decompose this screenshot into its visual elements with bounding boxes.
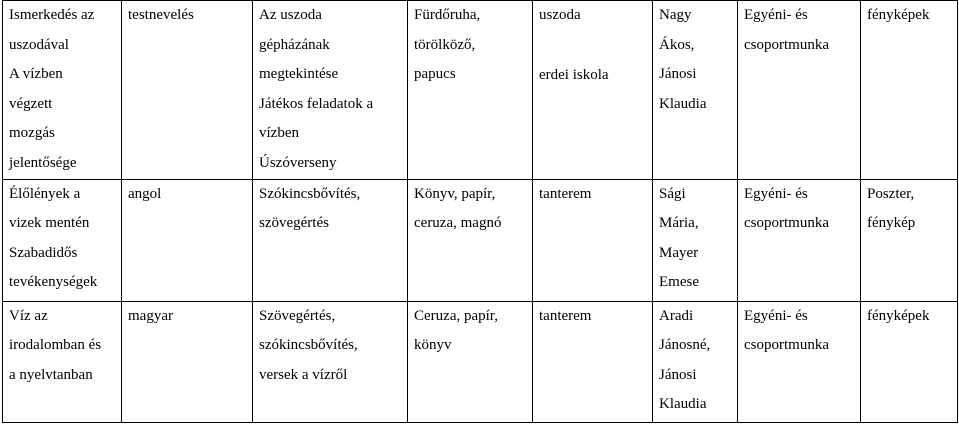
cell-line: tevékenységek bbox=[9, 274, 98, 291]
cell-teacher bbox=[653, 1, 738, 180]
activity-table bbox=[2, 0, 958, 423]
cell-line: Jánosné, bbox=[659, 337, 711, 354]
table-row bbox=[3, 301, 958, 422]
cell-line: Szabadidős bbox=[9, 244, 78, 261]
cell-tools bbox=[408, 1, 533, 180]
cell-method bbox=[738, 301, 861, 422]
cell-documentation bbox=[861, 179, 958, 301]
cell-line: Jánosi bbox=[659, 366, 697, 383]
cell-line: tanterem bbox=[539, 185, 592, 202]
cell-line: Aradi bbox=[659, 307, 694, 324]
cell-teacher bbox=[653, 179, 738, 301]
cell-line: jelentősége bbox=[9, 154, 77, 171]
cell-line: Poszter, bbox=[867, 185, 915, 202]
cell-line: vízben bbox=[259, 125, 299, 142]
table-body bbox=[3, 1, 958, 423]
cell-loc bbox=[533, 1, 653, 180]
cell-line: szókincsbővítés, bbox=[259, 337, 358, 354]
cell-line: a nyelvtanban bbox=[9, 366, 93, 383]
cell-tools bbox=[408, 179, 533, 301]
cell-line: szövegértés bbox=[259, 215, 329, 232]
cell-line: angol bbox=[128, 185, 162, 202]
cell-line: ceruza, magnó bbox=[414, 215, 502, 232]
cell-line: Klaudia bbox=[659, 95, 707, 112]
cell-line: Ismerkedés az bbox=[9, 7, 95, 23]
cell-line: Játékos feladatok a bbox=[259, 95, 374, 112]
cell-line: Fürdőruha, bbox=[414, 7, 481, 23]
cell-line: végzett bbox=[9, 95, 53, 112]
cell-line: erdei iskola bbox=[539, 66, 609, 83]
cell-line: csoportmunka bbox=[744, 337, 829, 354]
cell-line: Úszóverseny bbox=[259, 154, 337, 171]
cell-line: papucs bbox=[414, 66, 456, 83]
cell-line: uszoda bbox=[539, 7, 581, 23]
cell-line: versek a vízről bbox=[259, 366, 348, 383]
cell-line: Emese bbox=[659, 274, 699, 291]
cell-line: Egyéni- és bbox=[744, 7, 808, 23]
cell-line: fénykép bbox=[867, 215, 916, 232]
cell-loc bbox=[533, 179, 653, 301]
cell-line bbox=[539, 31, 652, 45]
cell-documentation bbox=[861, 1, 958, 180]
cell-line: Egyéni- és bbox=[744, 307, 808, 324]
cell-line: Nagy bbox=[659, 7, 692, 23]
cell-subject bbox=[122, 1, 253, 180]
cell-method bbox=[738, 1, 861, 180]
cell-line: Ákos, bbox=[659, 36, 695, 53]
cell-documentation bbox=[861, 301, 958, 422]
cell-line: Sági bbox=[659, 185, 686, 202]
cell-line: fényképek bbox=[867, 307, 930, 324]
cell-line: Víz az bbox=[9, 307, 48, 324]
table-row bbox=[3, 179, 958, 301]
cell-line: Ceruza, papír, bbox=[414, 307, 498, 324]
cell-line: Szókincsbővítés, bbox=[259, 185, 361, 202]
cell-line: gépházának bbox=[259, 36, 330, 53]
cell-activities bbox=[253, 179, 408, 301]
cell-topic bbox=[3, 1, 122, 180]
cell-subject bbox=[122, 179, 253, 301]
cell-line: Élőlények a bbox=[9, 185, 81, 202]
cell-activities bbox=[253, 301, 408, 422]
cell-line: könyv bbox=[414, 337, 452, 354]
cell-line: Jánosi bbox=[659, 66, 697, 83]
cell-subject bbox=[122, 301, 253, 422]
cell-line: csoportmunka bbox=[744, 36, 829, 53]
cell-line: A vízben bbox=[9, 66, 63, 83]
cell-line: irodalomban és bbox=[9, 337, 102, 354]
cell-method bbox=[738, 179, 861, 301]
cell-line: fényképek bbox=[867, 7, 930, 23]
cell-activities bbox=[253, 1, 408, 180]
cell-line: uszodával bbox=[9, 36, 69, 53]
cell-line: Könyv, papír, bbox=[414, 185, 496, 202]
cell-line: Egyéni- és bbox=[744, 185, 808, 202]
cell-topic bbox=[3, 301, 122, 422]
cell-line: megtekintése bbox=[259, 66, 339, 83]
cell-line: magyar bbox=[128, 307, 173, 324]
cell-line: mozgás bbox=[9, 125, 55, 142]
cell-loc bbox=[533, 301, 653, 422]
cell-topic bbox=[3, 179, 122, 301]
cell-line: vizek mentén bbox=[9, 215, 90, 232]
cell-line: testnevelés bbox=[128, 7, 194, 23]
cell-line: törölköző, bbox=[414, 36, 476, 53]
cell-line: Mária, bbox=[659, 215, 699, 232]
cell-tools bbox=[408, 301, 533, 422]
cell-line: Az uszoda bbox=[259, 7, 322, 23]
table-row bbox=[3, 1, 958, 180]
cell-line: tanterem bbox=[539, 307, 592, 324]
cell-line: Mayer bbox=[659, 244, 699, 261]
cell-teacher bbox=[653, 301, 738, 422]
cell-line: Klaudia bbox=[659, 396, 707, 413]
cell-line: csoportmunka bbox=[744, 215, 829, 232]
cell-line: Szövegértés, bbox=[259, 307, 336, 324]
